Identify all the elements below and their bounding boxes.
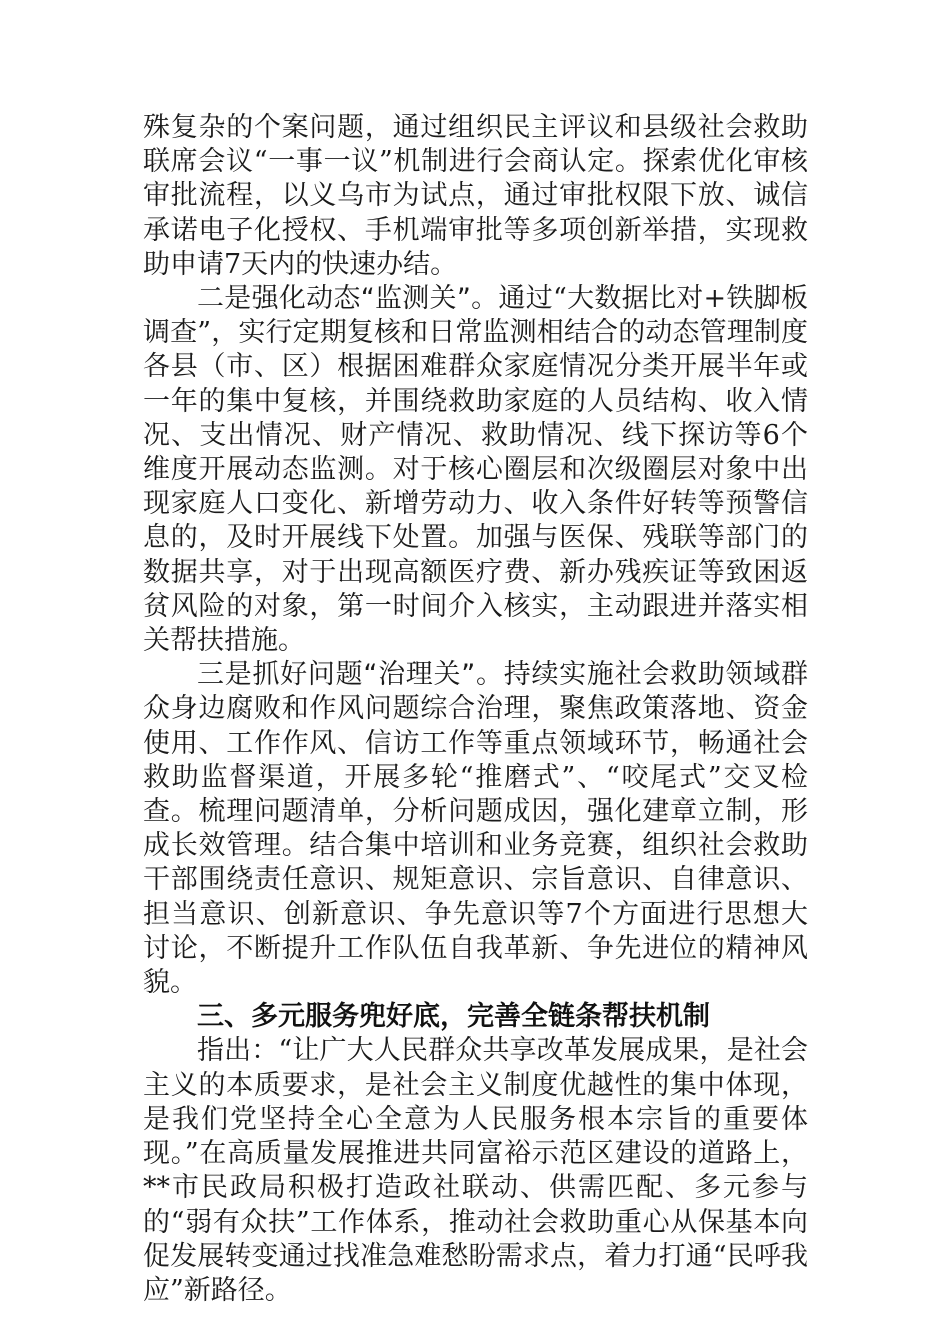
paragraph-governance: [143, 658, 808, 1000]
paragraph-text: 指出：“让广大人民群众共享改革发展成果，是社会主义的本质要求，是社会主义制度优越性的集中体现，是我们党坚持全心全意为人民服务根本宗旨的重要体现。”在高质量发展推进共同富裕示范区建设的道路上，**市民政局积极打造政社联动、供需匹配、多元参与的“弱有众扶”工作体系，推动社会救助重心从保基本向促发展转变通过找准急难愁盼需求点，着力打通“民呼我应”新路径。: [143, 1035, 808, 1306]
paragraph-lead: 二是强化动态“监测关”。: [197, 283, 499, 315]
paragraph-text: 通过“大数据比对+铁脚板调查”，实行定期复核和日常监测相结合的动态管理制度各县（市、区）根据困难群众家庭情况分类开展半年或一年的集中复核，并围绕救助家庭的人员结构、收入情况、支出情况、财产情况、救助情况、线下探访等6个维度开展动态监测。对于核心圈层和次级圈层对象中出现家庭人口变化、新增劳动力、收入条件好转等预警信息的，及时开展线下处置。加强与医保、残联等部门的数据共享，对于出现高额医疗费、新办残疾证等致困返贫风险的对象，第一时间介入核实，主动跟进并落实相关帮扶措施。: [143, 283, 808, 657]
paragraph-closing: [143, 1034, 808, 1308]
paragraph-lead: 三是抓好问题“治理关”。: [197, 659, 504, 691]
paragraph-continuation: [143, 111, 808, 282]
paragraph-text: 持续实施社会救助领域群众身边腐败和作风问题综合治理，聚焦政策落地、资金使用、工作作风、信访工作等重点领域环节，畅通社会救助监督渠道，开展多轮“推磨式”、“咬尾式”交叉检查。梳理问题清单，分析问题成因，强化建章立制，形成长效管理。结合集中培训和业务竞赛，组织社会救助干部围绕责任意识、规矩意识、宗旨意识、自律意识、担当意识、创新意识、争先意识等7个方面进行思想大讨论，不断提升工作队伍自我革新、争先进位的精神风貌。: [143, 659, 808, 999]
section-heading: 三、多元服务兜好底，完善全链条帮扶机制: [197, 1001, 710, 1033]
paragraph-text: 殊复杂的个案问题，通过组织民主评议和县级社会救助联席会议“一事一议”机制进行会商认定。探索优化审核审批流程，以义乌市为试点，通过审批权限下放、诚信承诺电子化授权、手机端审批等多项创新举措，实现救助申请7天内的快速办结。: [143, 112, 808, 280]
paragraph-monitoring: [143, 282, 808, 658]
document-body: [143, 111, 808, 1308]
